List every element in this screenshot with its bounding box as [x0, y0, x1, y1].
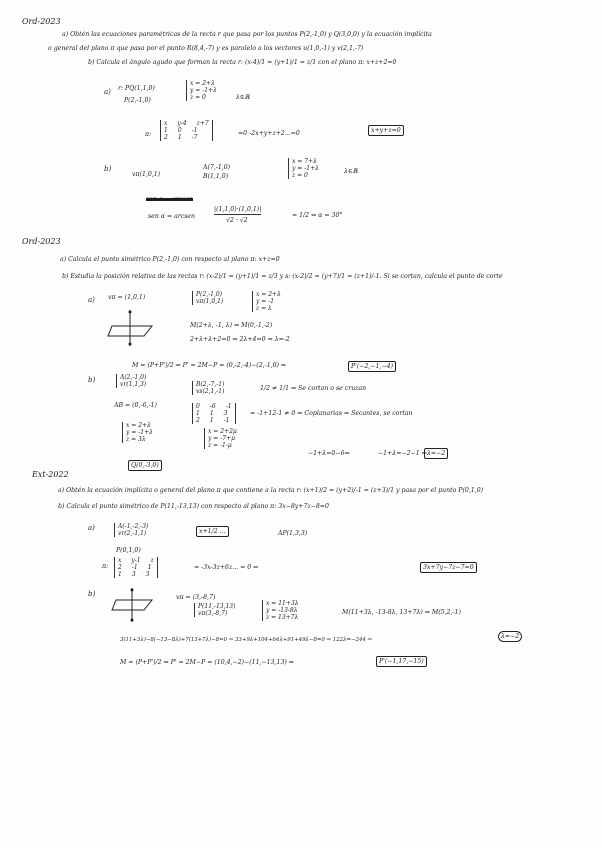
- part-label: a): [88, 296, 95, 304]
- determinant-result: =0 -2x+y+z+2...=0: [238, 130, 300, 137]
- answer-box: λ=−2: [424, 448, 448, 459]
- part-label: a): [88, 524, 95, 532]
- part-label: b): [88, 376, 96, 384]
- formula: M = (P+P')/2 ⇒ P' = 2M−P = (10,4,−2)−(11,−13,13) ⇒: [120, 659, 294, 666]
- equation: 3(11+3λ)−8(−13−8λ)+7(13+7λ)−8=0 ⇒ 33+9λ+104+64λ+91+49λ−8=0 ⇒ 122λ=−244 ⇒: [120, 637, 373, 643]
- parametric-system: x = 2+λ y = -1+λ z = 3λ: [122, 422, 153, 443]
- determinant-result: = -3x-3z+6z... = 0 ⇒: [194, 564, 259, 571]
- parametric-system: x = 7+λ y = -1+λ z = 0: [288, 158, 319, 179]
- section-header: Ord-2023: [22, 237, 61, 246]
- result: = 1/2 ⇒ α = 30°: [292, 212, 343, 219]
- problem-statement: a) Obtén la ecuación implícita o general del plano π que contiene a la recta r: (x+1)/2 = (y+2)/-1 = (z+3)/1 y pasa por el punto P(0,1,0): [58, 487, 484, 494]
- part-label: b): [88, 590, 96, 598]
- parametric-system: x = 2+λ y = -1+λ z = 0: [186, 80, 217, 101]
- formula: M = (P+P')/2 ⇒ P' = 2M−P = (0,-2,-4)−(2,-1,0) ⇒: [132, 362, 287, 369]
- plane-lead: π:: [102, 563, 109, 570]
- fraction-numerator: |(1,1,0)·(1,0,1)|: [214, 206, 262, 213]
- equation: 2+λ+λ+2=0 ⇒ 2λ+4=0 ⇒ λ=-2: [190, 336, 290, 343]
- part-label: a): [104, 88, 111, 96]
- formula: sen α = arcsen: [148, 213, 196, 220]
- answer-box: P'(−2,−1,−4): [348, 361, 396, 372]
- sketch-box: x+1/2 ...: [196, 526, 229, 537]
- normal-vector: vπ = (1,0,1): [108, 294, 146, 301]
- param-domain: λ∈ℝ: [344, 168, 358, 175]
- line-definition: B(2,-7,-1) vs(2,1,-1): [192, 381, 224, 395]
- midpoint-line: M(2+λ, -1, λ) ⇒ M(0,-1,-2): [190, 322, 273, 329]
- param-domain: λ∈ℝ: [236, 94, 250, 101]
- crossed-out-text: sen α = arcsen: [146, 196, 194, 203]
- plane-lead: π:: [145, 131, 152, 138]
- answer-box: 3x+7y−7z−7=0: [420, 562, 477, 573]
- section-header: Ext-2022: [32, 470, 69, 479]
- point: P(2,-1,0): [124, 97, 151, 104]
- answer-box: P'(−1,17,−15): [376, 656, 427, 667]
- line-definition: P(11,-13,13) vπ(3,-8,7): [194, 603, 235, 617]
- vector: AB = (0,-6,-1): [114, 402, 157, 409]
- line-definition: A(-1,-2,-3) vr(2,-1,1): [114, 523, 148, 537]
- problem-statement: a) Calcula el punto simétrico P(2,-1,0) con respecto al plano π: x+z=0: [60, 256, 280, 263]
- point: A(7,-1,0): [203, 164, 231, 171]
- answer-box: λ=−2: [498, 631, 522, 642]
- parametric-system: x = 11+3λ y = -13-8λ z = 13+7λ: [262, 600, 299, 621]
- direction-vector: B(1,1,0): [203, 173, 229, 180]
- vector: AP(1,3,3): [278, 530, 308, 537]
- plane-sketch: [112, 586, 156, 624]
- plane-sketch: [108, 308, 160, 348]
- problem-statement: b) Calcula el ángulo agudo que forman la recta r: (x-4)/1 = (y+1)/1 = z/1 con el plano π: x+z+2=0: [88, 59, 397, 66]
- determinant: x y-1 z 2 -1 1 1 3 3: [114, 557, 158, 578]
- parametric-system: x = 2+λ y = -1 z = λ: [252, 291, 281, 312]
- parametric-system: x = 2+2μ y = -7+μ z = -1-μ: [204, 428, 237, 449]
- problem-statement: o general del plano π que pasa por el punto R(8,4,-7) y es paralelo a los vectores u(1,0,-1) y v(2,1,-7): [48, 45, 364, 52]
- line-definition: A(2,-1,0) vr(1,1,3): [116, 374, 146, 388]
- side-calc: −1+λ=0−6⇒: [308, 450, 350, 457]
- normal-vector: vπ(1,0,1): [132, 171, 161, 178]
- line-definition: P(2,-1,0) vπ(1,0,1): [192, 291, 223, 305]
- determinant: x y-4 z+7 1 0 -1 2 1 -7: [160, 120, 213, 141]
- determinant-result: = -1+12-1 ≠ 0 ⇒ Coplanarias ⇒ Secantes, se cortan: [250, 410, 413, 417]
- problem-statement: b) Estudia la posición relativa de las rectas r: (x-2)/1 = (y+1)/1 = z/3 y s: (x-2)/2 = (y+7)/1 = (z+1)/-1. Si se cortan, calcula el punto de corte: [62, 273, 503, 280]
- normal-vector: vπ = (3,-8,7): [176, 594, 216, 601]
- section-header: Ord-2023: [22, 17, 61, 26]
- fraction-denominator: √2 · √2: [226, 217, 248, 224]
- ratio-check: 1/2 ≠ 1/1 ⇒ Se cortan o se cruzan: [260, 385, 367, 392]
- part-label: b): [104, 165, 112, 173]
- problem-statement: b) Calcula el punto simétrico de P(11,-13,13) con respecto al plano π: 3x−8y+7z−8=0: [58, 503, 329, 510]
- problem-statement: a) Obtén las ecuaciones paramétricas de la recta r que pasa por los puntos P(2,-1,0) y Q(3,0,0) y la ecuación implícita: [62, 31, 432, 38]
- answer-box: x+y+z=0: [368, 125, 404, 136]
- direction-vector: r: PQ(1,1,0): [118, 85, 155, 92]
- side-calc: −1+λ=−2−1 ⇒: [378, 450, 427, 457]
- determinant: 0 -6 -1 1 1 3 2 1 -1: [192, 403, 236, 424]
- midpoint-line: M(11+3λ, -13-8λ, 13+7λ) ⇒ M(5,2,-1): [342, 609, 461, 616]
- point: P(0,1,0): [116, 547, 141, 554]
- answer-box: Q(0,-3,0): [128, 460, 162, 471]
